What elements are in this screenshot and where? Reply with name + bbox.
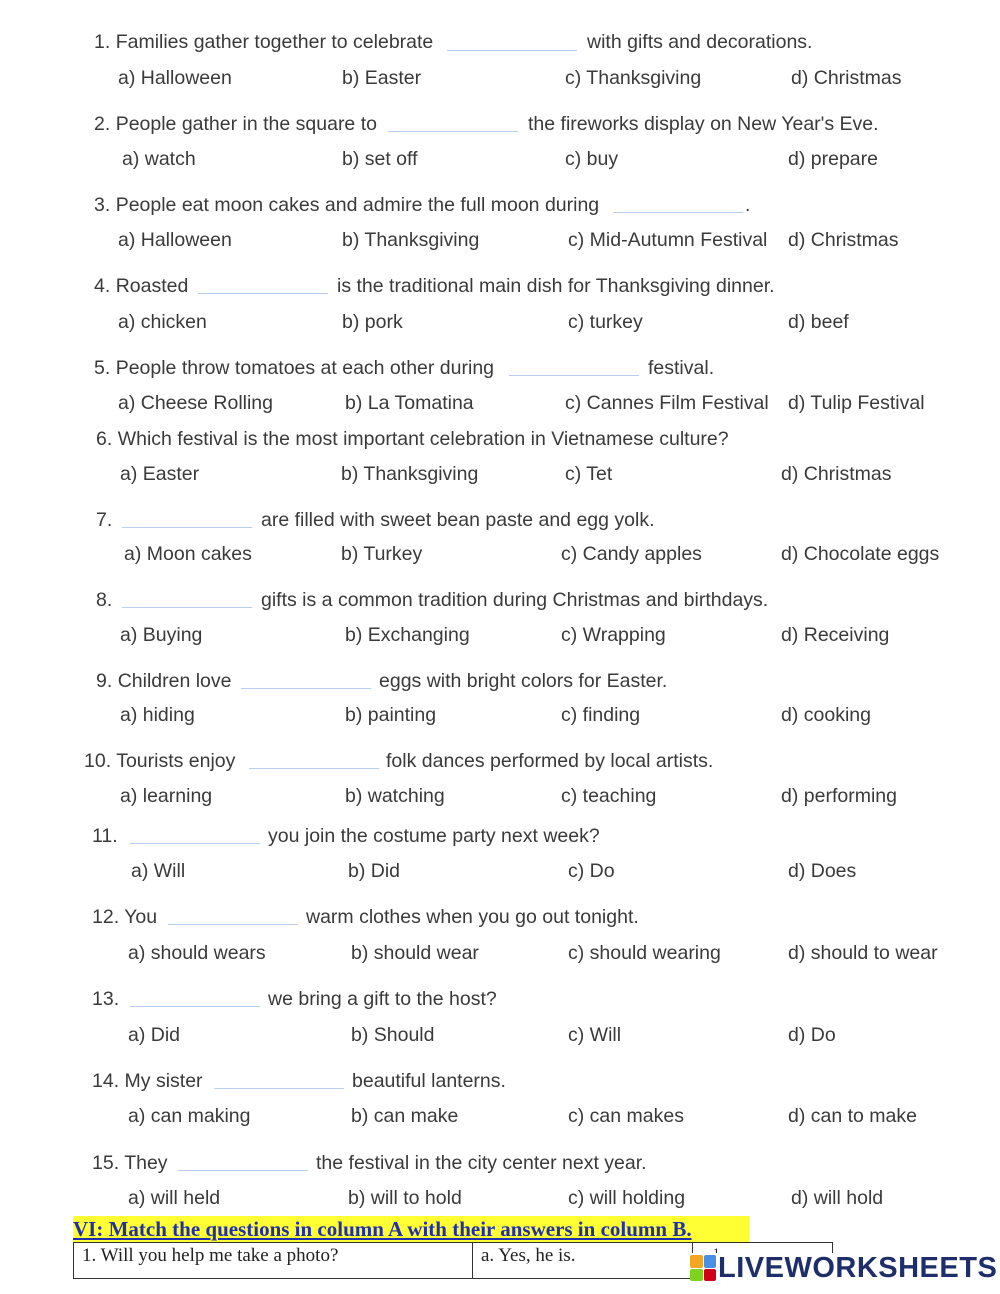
option-6b[interactable]: b) Thanksgiving	[341, 463, 479, 485]
answer-blank-13[interactable]	[130, 1006, 260, 1007]
question-number: 12.	[92, 906, 120, 928]
question-3	[94, 194, 599, 217]
question-number: 4.	[94, 275, 111, 297]
option-10a[interactable]: a) learning	[120, 785, 213, 807]
option-1b[interactable]: b) Easter	[342, 67, 422, 89]
question-text-after: festival.	[648, 357, 715, 379]
option-15d[interactable]: d) will hold	[791, 1187, 884, 1209]
question-text-after: you join the costume party next week?	[268, 825, 600, 847]
option-14b[interactable]: b) can make	[351, 1105, 459, 1127]
option-15a[interactable]: a) will held	[128, 1187, 221, 1209]
question-text-before: Families gather together to celebrate	[115, 31, 434, 53]
option-4d[interactable]: d) beef	[788, 311, 849, 333]
section-vi-title: VI: Match the questions in column A with their answers in column B.	[73, 1216, 749, 1242]
answer-blank-8[interactable]	[122, 607, 252, 608]
option-1a[interactable]: a) Halloween	[118, 67, 232, 89]
option-11d[interactable]: d) Does	[788, 860, 857, 882]
option-14d[interactable]: d) can to make	[788, 1105, 917, 1127]
option-11a[interactable]: a) Will	[131, 860, 186, 882]
question-number: 15.	[92, 1152, 120, 1174]
option-14c[interactable]: c) can makes	[568, 1105, 684, 1127]
question-text-before: Which festival is the most important celebration in Vietnamese culture?	[117, 428, 729, 450]
question-number: 9.	[96, 670, 113, 692]
question-text-before: People eat moon cakes and admire the full moon during	[115, 194, 600, 216]
column-b-cell: a. Yes, he is.	[473, 1243, 693, 1279]
option-1c[interactable]: c) Thanksgiving	[565, 67, 702, 89]
option-2a[interactable]: a) watch	[122, 148, 196, 170]
question-number: 5.	[94, 357, 111, 379]
option-6a[interactable]: a) Easter	[120, 463, 200, 485]
answer-blank-7[interactable]	[122, 527, 252, 528]
option-2b[interactable]: b) set off	[342, 148, 418, 170]
liveworksheets-logo	[690, 1253, 997, 1283]
question-text-before: Tourists enjoy	[116, 750, 236, 772]
answer-blank-12[interactable]	[168, 924, 298, 925]
option-6d[interactable]: d) Christmas	[781, 463, 892, 485]
option-6c[interactable]: c) Tet	[565, 463, 613, 485]
option-1d[interactable]: d) Christmas	[791, 67, 902, 89]
liveworksheets-logo-icon	[690, 1255, 716, 1281]
option-7c[interactable]: c) Candy apples	[561, 543, 702, 565]
question-number: 1.	[94, 31, 111, 53]
option-9a[interactable]: a) hiding	[120, 704, 195, 726]
question-15	[92, 1152, 168, 1175]
question-text-after: warm clothes when you go out tonight.	[306, 906, 639, 928]
question-text-after: are filled with sweet bean paste and egg yolk.	[261, 509, 655, 531]
question-text-after: the fireworks display on New Year's Eve.	[528, 113, 879, 135]
question-4	[94, 275, 188, 298]
option-8b[interactable]: b) Exchanging	[345, 624, 470, 646]
option-15c[interactable]: c) will holding	[568, 1187, 686, 1209]
answer-blank-4[interactable]	[198, 293, 328, 294]
question-2	[94, 113, 377, 136]
option-11c[interactable]: c) Do	[568, 860, 615, 882]
question-number: 7.	[96, 509, 113, 531]
answer-blank-9[interactable]	[241, 688, 371, 689]
question-number: 6.	[96, 428, 113, 450]
question-text-after: eggs with bright colors for Easter.	[379, 670, 668, 692]
option-10c[interactable]: c) teaching	[561, 785, 657, 807]
question-number: 13.	[92, 988, 120, 1010]
question-7	[96, 509, 112, 532]
question-8	[96, 589, 112, 612]
question-text-after: is the traditional main dish for Thanksgiving dinner.	[337, 275, 775, 297]
question-number: 2.	[94, 113, 111, 135]
option-8a[interactable]: a) Buying	[120, 624, 203, 646]
option-9d[interactable]: d) cooking	[781, 704, 871, 726]
option-12c[interactable]: c) should wearing	[568, 942, 721, 964]
question-12	[92, 906, 157, 929]
option-3d[interactable]: d) Christmas	[788, 229, 899, 251]
question-text-before: They	[124, 1152, 168, 1174]
logo-text: LIVEWORKSHEETS	[718, 1251, 998, 1284]
question-text-after: beautiful lanterns.	[352, 1070, 506, 1092]
answer-blank-1[interactable]	[447, 50, 577, 51]
question-number: 10.	[84, 750, 112, 772]
question-text-after: we bring a gift to the host?	[268, 988, 497, 1010]
question-text-before: People gather in the square to	[115, 113, 377, 135]
answer-blank-11[interactable]	[130, 843, 260, 844]
question-text-before: People throw tomatoes at each other during	[115, 357, 495, 379]
question-9	[96, 670, 232, 693]
option-4c[interactable]: c) turkey	[568, 311, 643, 333]
question-text-after: the festival in the city center next year.	[316, 1152, 647, 1174]
question-number: 8.	[96, 589, 113, 611]
option-4a[interactable]: a) chicken	[118, 311, 207, 333]
option-2d[interactable]: d) prepare	[788, 148, 878, 170]
question-text-before: My sister	[124, 1070, 203, 1092]
answer-blank-3[interactable]	[613, 212, 743, 213]
option-13b[interactable]: b) Should	[351, 1024, 435, 1046]
question-text-before: You	[124, 906, 158, 928]
option-13c[interactable]: c) Will	[568, 1024, 622, 1046]
question-1	[94, 31, 433, 54]
option-7b[interactable]: b) Turkey	[341, 543, 423, 565]
answer-blank-2[interactable]	[388, 131, 518, 132]
option-8d[interactable]: d) Receiving	[781, 624, 890, 646]
option-10d[interactable]: d) performing	[781, 785, 897, 807]
question-text-after: folk dances performed by local artists.	[386, 750, 714, 772]
question-text-after: with gifts and decorations.	[587, 31, 813, 53]
question-text-before: Children love	[117, 670, 232, 692]
option-12d[interactable]: d) should to wear	[788, 942, 938, 964]
option-2c[interactable]: c) buy	[565, 148, 619, 170]
answer-blank-15[interactable]	[178, 1170, 308, 1171]
option-3a[interactable]: a) Halloween	[118, 229, 232, 251]
option-3c[interactable]: c) Mid-Autumn Festival	[568, 229, 768, 251]
question-text-before: Roasted	[115, 275, 189, 297]
question-11	[92, 825, 118, 848]
option-9b[interactable]: b) painting	[345, 704, 437, 726]
option-5b[interactable]: b) La Tomatina	[345, 392, 474, 414]
option-12a[interactable]: a) should wears	[128, 942, 266, 964]
question-6	[96, 428, 729, 451]
question-text-after: gifts is a common tradition during Christmas and birthdays.	[261, 589, 769, 611]
question-number: 14.	[92, 1070, 120, 1092]
question-13	[92, 988, 119, 1011]
option-5d[interactable]: d) Tulip Festival	[788, 392, 925, 414]
question-10	[84, 750, 235, 773]
option-4b[interactable]: b) pork	[342, 311, 403, 333]
option-13a[interactable]: a) Did	[128, 1024, 181, 1046]
option-7a[interactable]: a) Moon cakes	[124, 543, 252, 565]
option-7d[interactable]: d) Chocolate eggs	[781, 543, 940, 565]
option-11b[interactable]: b) Did	[348, 860, 401, 882]
answer-blank-5[interactable]	[509, 375, 639, 376]
answer-blank-10[interactable]	[249, 768, 379, 769]
option-9c[interactable]: c) finding	[561, 704, 641, 726]
option-13d[interactable]: d) Do	[788, 1024, 836, 1046]
option-12b[interactable]: b) should wear	[351, 942, 479, 964]
option-5c[interactable]: c) Cannes Film Festival	[565, 392, 769, 414]
answer-blank-14[interactable]	[214, 1088, 344, 1089]
question-text-after: .	[745, 194, 751, 216]
column-a-cell: 1. Will you help me take a photo?	[74, 1243, 473, 1279]
option-8c[interactable]: c) Wrapping	[561, 624, 666, 646]
question-14	[92, 1070, 203, 1093]
option-3b[interactable]: b) Thanksgiving	[342, 229, 480, 251]
question-number: 3.	[94, 194, 111, 216]
question-5	[94, 357, 494, 380]
option-15b[interactable]: b) will to hold	[348, 1187, 462, 1209]
option-5a[interactable]: a) Cheese Rolling	[118, 392, 274, 414]
question-number: 11.	[92, 825, 118, 847]
option-14a[interactable]: a) can making	[128, 1105, 251, 1127]
option-10b[interactable]: b) watching	[345, 785, 445, 807]
